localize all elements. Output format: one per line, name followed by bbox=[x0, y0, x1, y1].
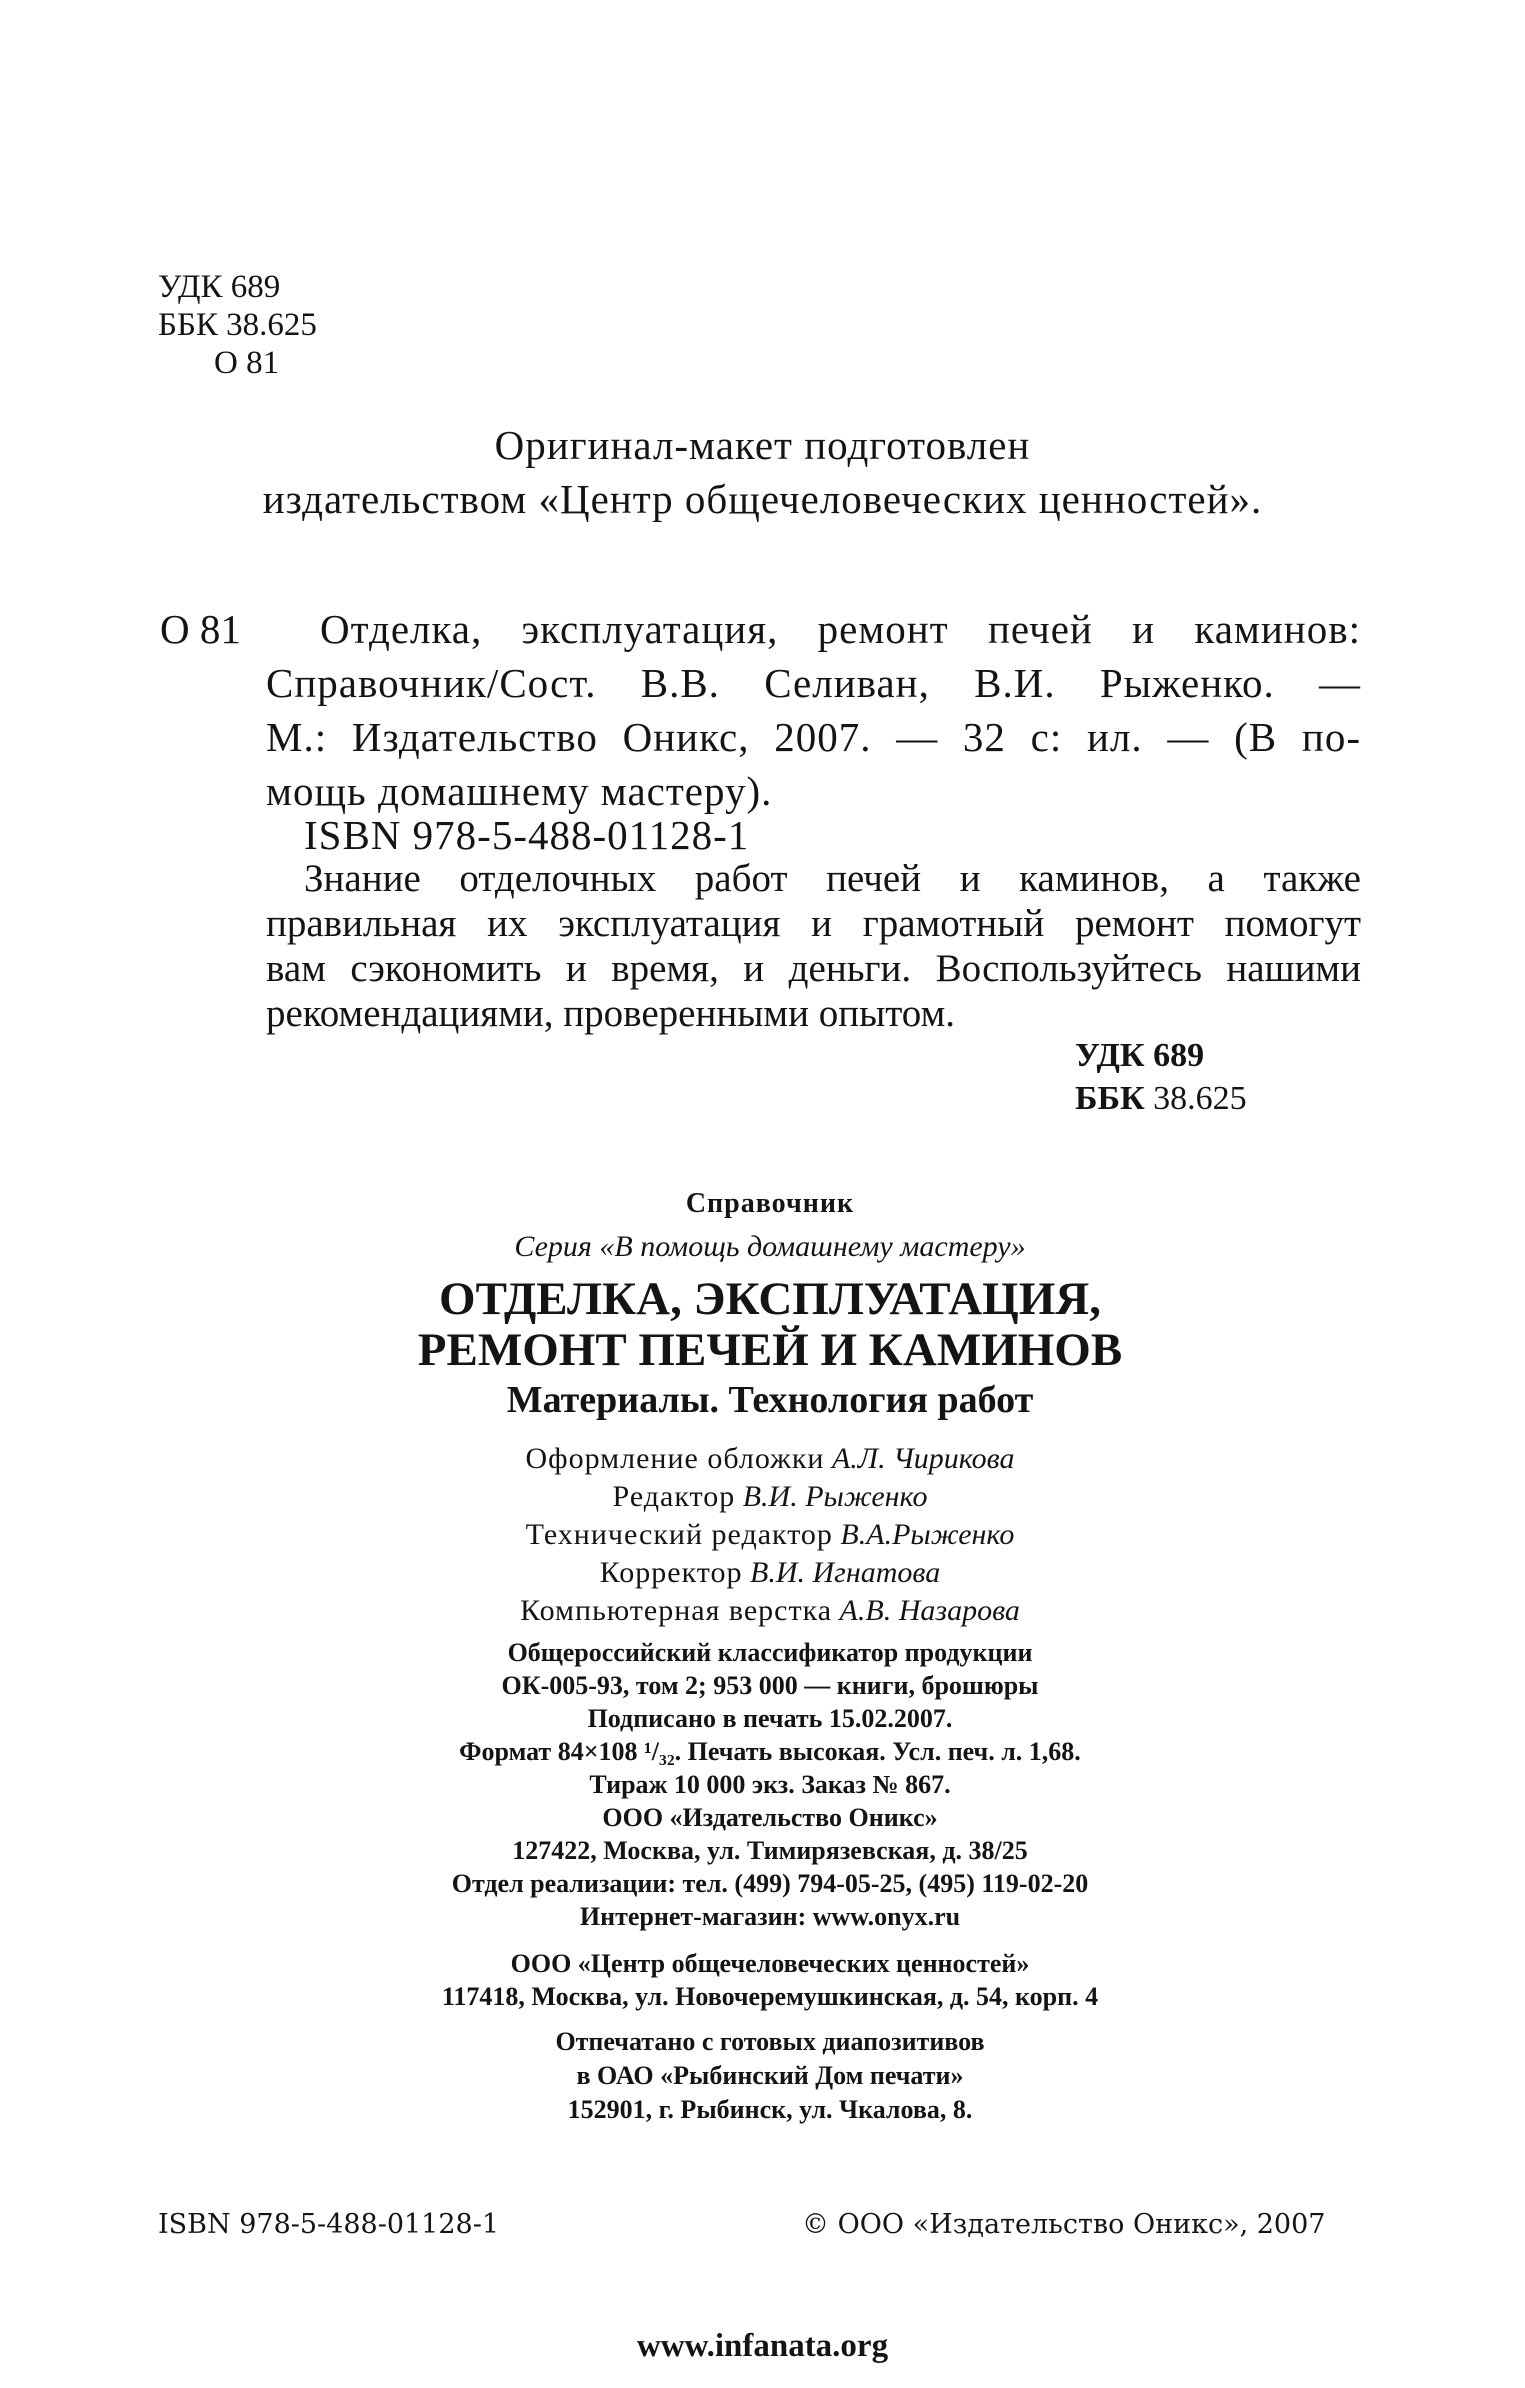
detail-line: Интернет-магазин: www.onyx.ru bbox=[579, 1902, 961, 1931]
bbk-right bbox=[1075, 1077, 1247, 1120]
abstract-line-3: вам сэкономить и время, и деньги. Воспользуйтесь нашими bbox=[266, 947, 1361, 990]
detail-line: Общероссийский классификатор продукции bbox=[507, 1638, 1033, 1667]
title-line-2: РЕМОНТ ПЕЧЕЙ И КАМИНОВ bbox=[417, 1324, 1123, 1376]
udk-right bbox=[1075, 1034, 1247, 1077]
classification-top bbox=[158, 268, 317, 382]
detail-line: Подписано в печать 15.02.2007. bbox=[587, 1704, 953, 1733]
credit-role: Технический редактор bbox=[525, 1518, 833, 1551]
credit-proofreader bbox=[300, 1554, 1240, 1592]
credit-name: В.И. Игнатова bbox=[750, 1556, 941, 1589]
classification-right bbox=[1075, 1034, 1247, 1120]
printer-info bbox=[300, 2025, 1240, 2127]
imprint-subtitle: Материалы. Технология работ bbox=[506, 1379, 1034, 1421]
detail-line: Формат 84×108 ¹/₃₂. Печать высокая. Усл. печ. л. 1,68. bbox=[459, 1737, 1081, 1766]
credit-name: А.Л. Чирикова bbox=[831, 1442, 1015, 1475]
bib-line-1: Отделка, эксплуатация, ремонт печей и каминов: bbox=[320, 606, 1361, 652]
udk-label: УДК bbox=[1075, 1037, 1145, 1074]
author-mark: О 81 bbox=[214, 345, 280, 381]
printer-line: Отпечатано с готовых диапозитивов bbox=[555, 2027, 985, 2056]
credit-editor bbox=[300, 1478, 1240, 1516]
credits bbox=[300, 1440, 1240, 1630]
credit-role: Редактор bbox=[612, 1480, 736, 1513]
original-note-line-1: Оригинал-макет подготовлен bbox=[494, 422, 1031, 468]
footer-copyright: © ООО «Издательство Оникс», 2007 bbox=[802, 2209, 1326, 2240]
credit-name: В.И. Рыженко bbox=[742, 1480, 928, 1513]
imprint-title bbox=[300, 1274, 1240, 1376]
detail-line: Тираж 10 000 экз. Заказ № 867. bbox=[589, 1770, 951, 1799]
detail-line: ООО «Издательство Оникс» bbox=[602, 1803, 938, 1832]
bib-line-3: М.: Издательство Оникс, 2007. — 32 с: ил. — (В по- bbox=[266, 714, 1361, 760]
bbk-code: ББК 38.625 bbox=[158, 307, 317, 343]
bib-author-mark: О 81 bbox=[160, 606, 241, 652]
abstract-line-4: рекомендациями, проверенными опытом. bbox=[266, 992, 955, 1035]
abstract-line-2: правильная их эксплуатация и грамотный ремонт помогут bbox=[266, 902, 1361, 945]
credit-name: А.В. Назарова bbox=[839, 1594, 1020, 1627]
credit-role: Оформление обложки bbox=[525, 1442, 825, 1475]
footer-isbn: ISBN 978-5-488-01128-1 bbox=[158, 2209, 500, 2240]
bib-isbn: ISBN 978-5-488-01128-1 bbox=[304, 812, 750, 858]
bib-line-4: мощь домашнему мастеру). bbox=[266, 768, 773, 814]
abstract bbox=[266, 856, 1361, 1036]
detail-line: ОК-005-93, том 2; 953 000 — книги, брошюры bbox=[501, 1671, 1039, 1700]
footer-site-url: www.infanata.org bbox=[636, 2328, 889, 2364]
bbk-value: 38.625 bbox=[1153, 1080, 1247, 1117]
detail-line: 127422, Москва, ул. Тимирязевская, д. 38/25 bbox=[512, 1836, 1028, 1865]
credit-tech-editor bbox=[300, 1516, 1240, 1554]
imprint-details bbox=[300, 1636, 1240, 2013]
printer-line: в ОАО «Рыбинский Дом печати» bbox=[576, 2061, 964, 2090]
credit-name: В.А.Рыженко bbox=[840, 1518, 1015, 1551]
credit-role: Компьютерная верстка bbox=[520, 1594, 833, 1627]
imprint-series: Серия «В помощь домашнему мастеру» bbox=[514, 1230, 1026, 1263]
publisher2-line: ООО «Центр общечеловеческих ценностей» bbox=[510, 1949, 1030, 1978]
credit-role: Корректор bbox=[599, 1556, 743, 1589]
bib-line-2: Справочник/Сост. В.В. Селиван, В.И. Рыженко. — bbox=[266, 660, 1361, 706]
udk-code: УДК 689 bbox=[158, 269, 281, 305]
original-note-line-2: издательством «Центр общечеловеческих ценностей». bbox=[262, 476, 1263, 522]
credit-cover bbox=[300, 1440, 1240, 1478]
imprint-genre: Справочник bbox=[685, 1188, 855, 1219]
credit-layout bbox=[300, 1592, 1240, 1630]
original-layout-note bbox=[150, 418, 1375, 526]
udk-value: 689 bbox=[1153, 1037, 1205, 1074]
title-line-1: ОТДЕЛКА, ЭКСПЛУАТАЦИЯ, bbox=[439, 1273, 1101, 1325]
publisher2-line: 117418, Москва, ул. Новочеремушкинская, д. 54, корп. 4 bbox=[441, 1982, 1099, 2011]
spacer bbox=[300, 1933, 1240, 1947]
detail-line: Отдел реализации: тел. (499) 794-05-25, (495) 119-02-20 bbox=[451, 1869, 1089, 1898]
printer-line: 152901, г. Рыбинск, ул. Чкалова, 8. bbox=[567, 2095, 973, 2124]
bbk-label: ББК bbox=[1075, 1080, 1145, 1117]
bibliographic-record bbox=[266, 602, 1361, 818]
abstract-line-1: Знание отделочных работ печей и каминов, а также bbox=[304, 857, 1361, 900]
